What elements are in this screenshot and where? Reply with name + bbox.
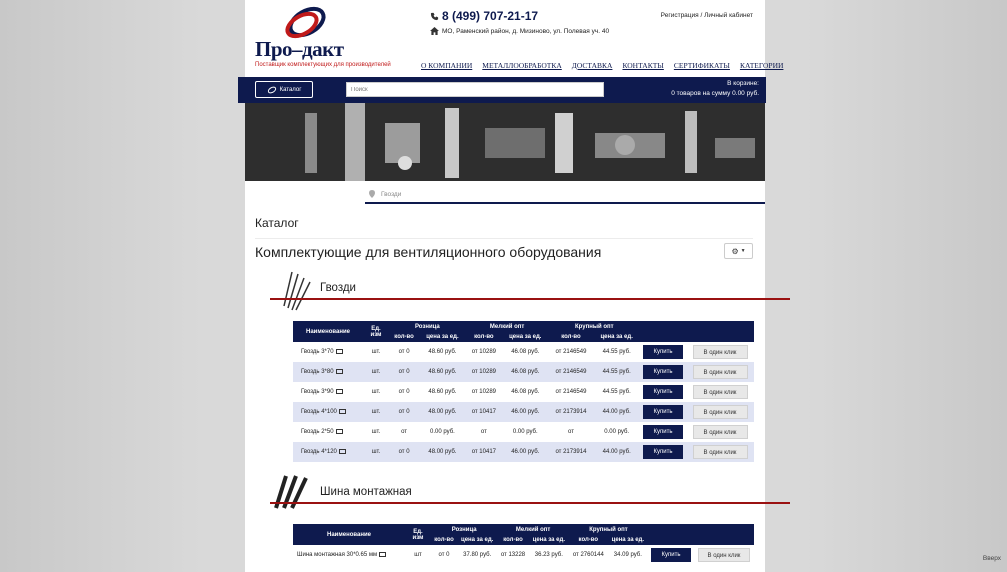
sub-price: цена за ед.	[502, 332, 549, 342]
buy-cell	[640, 382, 686, 402]
sub-qty: кол-во	[466, 332, 502, 342]
retail-qty: от 0	[389, 442, 419, 462]
small-price: 36.23 руб.	[529, 545, 569, 565]
sub-price: цена за ед.	[457, 535, 497, 545]
col-buy	[640, 321, 686, 342]
cart-total: 0 товаров на сумму 0.00 руб.	[671, 90, 759, 97]
large-price: 44.55 руб.	[593, 342, 640, 362]
table-row	[293, 362, 754, 382]
retail-qty: от 0	[389, 382, 419, 402]
auth-link[interactable]: Регистрация / Личный кабинет	[660, 12, 753, 19]
oneclick-cell	[686, 422, 754, 442]
large-price: 44.00 руб.	[593, 442, 640, 462]
sub-price: цена за ед.	[529, 535, 569, 545]
one-click-button[interactable]: В один клик	[693, 385, 748, 399]
image-preview-icon[interactable]	[336, 349, 343, 354]
table-row	[293, 422, 754, 442]
sub-qty: кол-во	[431, 535, 457, 545]
small-qty: от 10289	[466, 342, 502, 362]
retail-qty: от 0	[389, 402, 419, 422]
large-qty: от 2173914	[549, 442, 594, 462]
buy-cell	[640, 362, 686, 382]
table-row	[293, 382, 754, 402]
table-row	[293, 545, 754, 565]
one-click-button[interactable]: В один клик	[693, 365, 748, 379]
phone-number[interactable]: 8 (499) 707-21-17	[442, 9, 539, 23]
retail-price: 48.60 руб.	[419, 382, 466, 402]
large-price: 44.00 руб.	[593, 402, 640, 422]
product-name-text[interactable]: Гвоздь 4*100	[301, 409, 337, 416]
page	[245, 0, 784, 572]
buy-button[interactable]: Купить	[643, 385, 683, 399]
one-click-button[interactable]: В один клик	[693, 425, 748, 439]
nav-metalworking[interactable]: МЕТАЛЛООБРАБОТКА	[482, 61, 562, 70]
small-price: 46.08 руб.	[502, 382, 549, 402]
col-large-wholesale: Крупный опт	[549, 321, 640, 332]
cart-label: В корзине:	[727, 80, 759, 87]
large-qty: от 2146549	[549, 362, 594, 382]
phone[interactable]	[430, 9, 538, 23]
large-price: 0.00 руб.	[593, 422, 640, 442]
category-mounting-rail	[270, 472, 765, 512]
buy-button[interactable]: Купить	[643, 425, 683, 439]
product-name-text[interactable]: Гвоздь 4*120	[301, 449, 337, 456]
address-text: МО, Раменский район, д. Мизиново, ул. Полевая уч. 40	[442, 27, 610, 35]
one-click-button[interactable]: В один клик	[693, 445, 748, 459]
logo-text[interactable]: Про–дакт	[255, 37, 344, 61]
product-name[interactable]	[293, 422, 363, 442]
oneclick-cell	[694, 545, 754, 565]
unit: шт.	[363, 422, 389, 442]
buy-cell	[640, 402, 686, 422]
breadcrumb	[365, 186, 765, 204]
one-click-button[interactable]: В один клик	[693, 405, 748, 419]
buy-cell	[640, 422, 686, 442]
col-retail: Розница	[389, 321, 466, 332]
category-title[interactable]: Гвозди	[320, 282, 356, 294]
product-name[interactable]	[293, 442, 363, 462]
col-large-wholesale: Крупный опт	[569, 524, 648, 535]
unit: шт.	[363, 362, 389, 382]
col-buy	[648, 524, 694, 545]
retail-price: 48.00 руб.	[419, 442, 466, 462]
image-preview-icon[interactable]	[336, 369, 343, 374]
retail-price: 48.60 руб.	[419, 342, 466, 362]
oneclick-cell	[686, 442, 754, 462]
buy-button[interactable]: Купить	[643, 405, 683, 419]
nails-table	[293, 321, 754, 462]
retail-price: 37.80 руб.	[457, 545, 497, 565]
col-oneclick	[686, 321, 754, 342]
image-preview-icon[interactable]	[339, 449, 346, 454]
caret-down-icon: ▼	[740, 248, 746, 254]
search-input[interactable]	[346, 82, 604, 97]
cart-summary[interactable]	[671, 79, 759, 99]
address	[430, 27, 609, 35]
buy-button[interactable]: Купить	[643, 365, 683, 379]
gear-icon: ⚙	[731, 246, 739, 256]
col-retail: Розница	[431, 524, 497, 535]
product-name-text[interactable]: Гвоздь 3*80	[301, 369, 334, 376]
buy-button[interactable]: Купить	[643, 345, 683, 359]
large-qty: от 2146549	[549, 342, 594, 362]
image-preview-icon[interactable]	[336, 429, 343, 434]
phone-icon	[430, 12, 439, 21]
unit: шт	[405, 545, 431, 565]
oneclick-cell	[686, 402, 754, 422]
large-qty: от	[549, 422, 594, 442]
table-row	[293, 402, 754, 422]
product-name[interactable]	[293, 342, 363, 362]
buy-cell	[640, 342, 686, 362]
oneclick-cell	[686, 382, 754, 402]
col-small-wholesale: Мелкий опт	[497, 524, 569, 535]
large-qty: от 2173914	[549, 402, 594, 422]
retail-price: 48.60 руб.	[419, 362, 466, 382]
retail-price: 48.00 руб.	[419, 402, 466, 422]
mounting-rail-table	[293, 524, 754, 565]
col-name: Наименование	[293, 524, 405, 545]
nav-delivery[interactable]: ДОСТАВКА	[571, 61, 613, 70]
product-name[interactable]	[293, 545, 405, 565]
category-title[interactable]: Шина монтажная	[320, 486, 412, 498]
large-qty: от 2146549	[549, 382, 594, 402]
large-price: 44.55 руб.	[593, 362, 640, 382]
col-oneclick	[694, 524, 754, 545]
one-click-button[interactable]: В один клик	[698, 548, 750, 562]
sub-qty: кол-во	[549, 332, 594, 342]
product-name-text[interactable]: Гвоздь 3*70	[301, 349, 334, 356]
catalog-button-label: Каталог	[279, 86, 302, 93]
table-row	[293, 342, 754, 362]
product-name[interactable]	[293, 382, 363, 402]
col-unit: Ед. изм	[405, 524, 431, 545]
table-row	[293, 442, 754, 462]
product-name-text[interactable]: Гвоздь 2*50	[301, 429, 334, 436]
scroll-up-link[interactable]: Вверх	[982, 555, 1001, 562]
unit: шт.	[363, 402, 389, 422]
small-qty: от 10417	[466, 402, 502, 422]
top-nav	[421, 61, 783, 70]
category-nails	[270, 268, 765, 308]
col-unit: Ед. изм	[363, 321, 389, 342]
product-name-text[interactable]: Гвоздь 3*90	[301, 389, 334, 396]
toolbar	[238, 77, 766, 103]
image-preview-icon[interactable]	[336, 389, 343, 394]
small-price: 0.00 руб.	[502, 422, 549, 442]
unit: шт.	[363, 342, 389, 362]
nav-contacts[interactable]: КОНТАКТЫ	[622, 61, 664, 70]
section-heading: Комплектующие для вентиляционного оборудования	[255, 244, 602, 260]
small-price: 46.08 руб.	[502, 362, 549, 382]
large-price: 34.09 руб.	[608, 545, 648, 565]
col-small-wholesale: Мелкий опт	[466, 321, 549, 332]
oneclick-cell	[686, 362, 754, 382]
product-name-text[interactable]: Шина монтажная 30*0.65 мм	[297, 552, 378, 559]
nav-about[interactable]: О КОМПАНИИ	[421, 61, 473, 70]
logo-small-icon	[267, 86, 277, 94]
small-price: 46.08 руб.	[502, 342, 549, 362]
retail-qty: от 0	[431, 545, 457, 565]
banner-image	[245, 103, 765, 181]
sub-qty: кол-во	[389, 332, 419, 342]
large-price: 44.55 руб.	[593, 382, 640, 402]
one-click-button[interactable]: В один клик	[693, 345, 748, 359]
small-qty: от 10417	[466, 442, 502, 462]
catalog-button[interactable]	[255, 81, 313, 98]
retail-qty: от 0	[389, 342, 419, 362]
product-name[interactable]	[293, 402, 363, 422]
buy-cell	[648, 545, 694, 565]
retail-qty: от 0	[389, 362, 419, 382]
nails-category-icon	[270, 268, 315, 312]
nav-categories[interactable]: КАТЕГОРИИ	[739, 61, 784, 70]
nav-certificates[interactable]: СЕРТИФИКАТЫ	[673, 61, 730, 70]
product-name[interactable]	[293, 362, 363, 382]
small-qty: от	[466, 422, 502, 442]
small-qty: от 10289	[466, 362, 502, 382]
breadcrumb-item[interactable]: Гвозди	[381, 190, 402, 198]
image-preview-icon[interactable]	[339, 409, 346, 414]
catalog-heading: Каталог	[255, 216, 299, 230]
location-pin-icon	[369, 190, 375, 198]
category-divider	[270, 298, 790, 300]
unit: шт.	[363, 382, 389, 402]
small-price: 46.00 руб.	[502, 402, 549, 422]
buy-button[interactable]: Купить	[651, 548, 691, 562]
oneclick-cell	[686, 342, 754, 362]
category-divider	[270, 502, 790, 504]
large-qty: от 2760144	[569, 545, 608, 565]
col-name: Наименование	[293, 321, 363, 342]
small-price: 46.00 руб.	[502, 442, 549, 462]
small-qty: от 10289	[466, 382, 502, 402]
sub-qty: кол-во	[569, 535, 608, 545]
mounting-rail-category-icon	[270, 472, 315, 512]
divider	[255, 238, 753, 239]
unit: шт.	[363, 442, 389, 462]
sub-price: цена за ед.	[419, 332, 466, 342]
retail-qty: от	[389, 422, 419, 442]
sub-price: цена за ед.	[593, 332, 640, 342]
image-preview-icon[interactable]	[379, 552, 386, 557]
small-qty: от 13228	[497, 545, 528, 565]
home-icon	[430, 27, 439, 35]
sub-qty: кол-во	[497, 535, 528, 545]
retail-price: 0.00 руб.	[419, 422, 466, 442]
buy-button[interactable]: Купить	[643, 445, 683, 459]
tagline: Поставщик комплектующих для производителей	[255, 62, 391, 68]
sub-price: цена за ед.	[608, 535, 648, 545]
buy-cell	[640, 442, 686, 462]
settings-dropdown-button[interactable]	[724, 243, 753, 259]
